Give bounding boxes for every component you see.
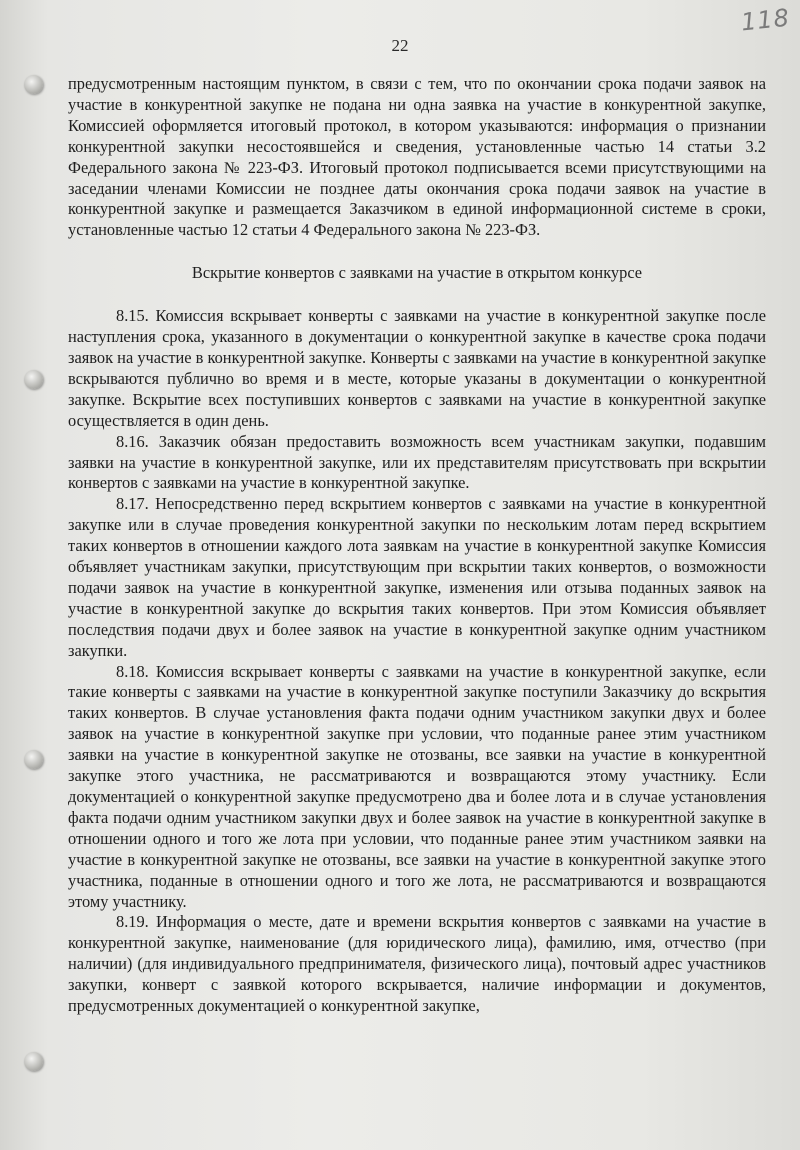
punch-hole-icon — [24, 750, 43, 769]
punch-hole-icon — [24, 1052, 43, 1071]
paragraph-8-16: 8.16. Заказчик обязан предоставить возможность всем участникам закупки, подавшим заявки на участие в конкурентной закупке, или их представителям присутствовать при вскрытии конвертов с заявками на участие в конкурентной закупке. — [68, 431, 766, 493]
handwritten-page-number: 118 — [739, 3, 792, 37]
page-number: 22 — [391, 36, 409, 55]
continuation-paragraph: предусмотренным настоящим пунктом, в связи с тем, что по окончании срока подачи заявок на участие в конкурентной закупке не подана ни одна заявка на участие в конкурентной закупке, Комиссией оформляется итоговый протокол, в котором указываются: информация о признании конкурентной закупки несостоявшейся и сведения, установленные частью 14 статьи 3.2 Федерального закона № 223-ФЗ. Итоговый протокол подписывается всеми присутствующими на заседании членами Комиссии не позднее даты окончания срока подачи заявок на участие в конкурентной закупке и размещается Заказчиком в единой информационной системе в сроки, установленные частью 12 статьи 4 Федерального закона № 223-ФЗ. — [68, 74, 766, 240]
paragraph-8-18: 8.18. Комиссия вскрывает конверты с заявками на участие в конкурентной закупке, если такие конверты с заявками на участие в конкурентной закупке поступили Заказчику до вскрытия таких конвертов. В случае установления факта подачи одним участником закупки двух и более заявок на участие в конкурентной закупке при условии, что поданные ранее этим участником заявки на участие в конкурентной закупке не отозваны, все заявки на участие в конкурентной закупке этого участника, не рассматриваются и возвращаются этому участнику. Если документацией о конкурентной закупке предусмотрено два и более лота и в случае установления факта подачи одним участником закупки двух и более заявок на участие в конкурентной закупке в отношении одного и того же лота при условии, что поданные ранее этим участником заявки на участие в конкурентной закупке не отозваны, все заявки на участие в конкурентной закупке этого участника, поданные в отношении одного и того же лота, не рассматриваются и возвращаются этому участнику. — [68, 661, 766, 911]
punch-hole-icon — [24, 75, 43, 94]
document-body — [68, 74, 766, 1017]
paragraph-8-17: 8.17. Непосредственно перед вскрытием конвертов с заявками на участие в конкурентной закупке или в случае проведения конкурентной закупки по нескольким лотам перед вскрытием таких конвертов в отношении каждого лота заявкам на участие в конкурентной закупке Комиссия объявляет участникам закупки, присутствующим при вскрытии таких конвертов, о возможности подачи заявок на участие в конкурентной закупке, изменения или отзыва поданных заявок на участие в конкурентной закупке до вскрытия таких конвертов. При этом Комиссия объявляет последствия подачи двух и более заявок на участие в конкурентной закупке одним участником закупки. — [68, 494, 766, 660]
paragraph-8-19: 8.19. Информация о месте, дате и времени вскрытия конвертов с заявками на участие в конкурентной закупке, наименование (для юридического лица), фамилию, имя, отчество (при наличии) (для индивидуального предпринимателя, физического лица), почтовый адрес участников закупки, конверт с заявкой которого вскрывается, наличие информации и документов, предусмотренных документацией о конкурентной закупке, — [68, 912, 766, 1016]
punch-hole-icon — [24, 370, 43, 389]
paragraph-8-15: 8.15. Комиссия вскрывает конверты с заявками на участие в конкурентной закупке после наступления срока, указанного в документации о конкурентной закупке в качестве срока подачи заявок на участие в конкурентной закупке. Конверты с заявками на участие в конкурентной закупке вскрываются публично во время и в месте, которые указаны в документации о конкурентной закупке. Вскрытие всех поступивших конвертов с заявками на участие в конкурентной закупке осуществляется в один день. — [68, 306, 766, 430]
section-title: Вскрытие конвертов с заявками на участие в открытом конкурсе — [191, 263, 643, 283]
